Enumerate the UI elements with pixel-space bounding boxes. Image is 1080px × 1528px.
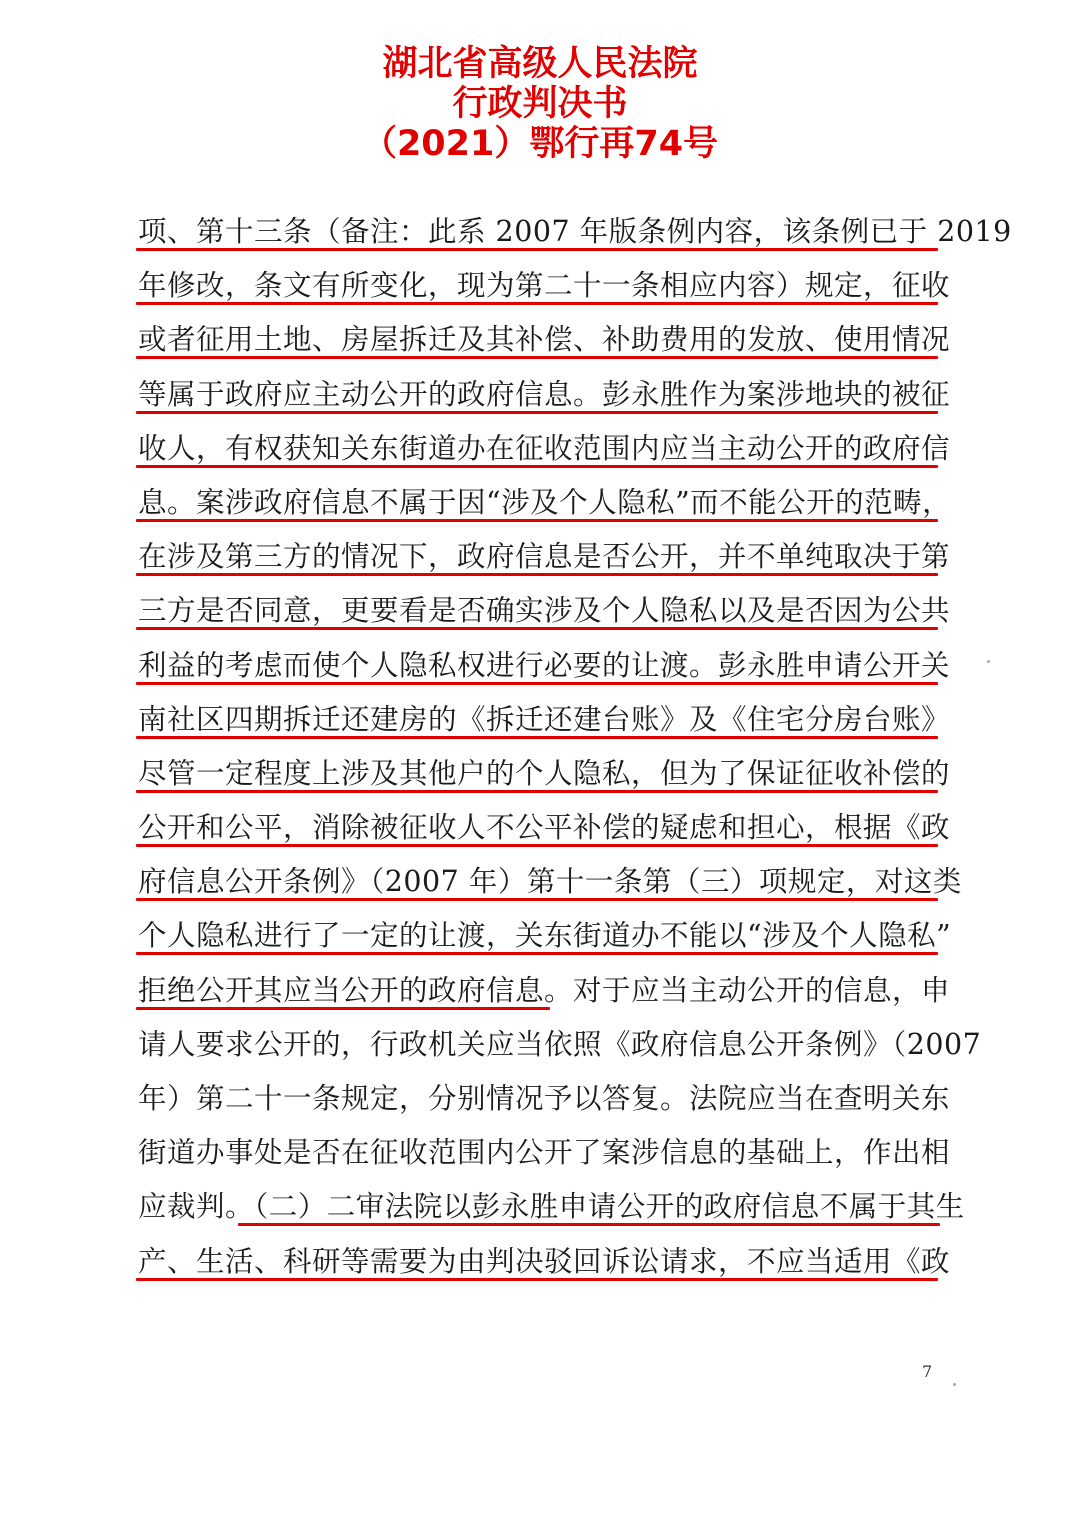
red-underline: [238, 1223, 940, 1226]
red-underline: [136, 682, 938, 685]
text-line: 拒绝公开其应当公开的政府信息。对于应当主动公开的信息，申: [138, 964, 938, 1018]
red-underline: [136, 411, 938, 414]
red-underline: [136, 790, 938, 793]
red-underline: [136, 519, 938, 522]
scan-speck: [953, 1383, 956, 1386]
text-line: 请人要求公开的，行政机关应当依照《政府信息公开条例》（2007: [138, 1027, 982, 1061]
red-underline: [136, 1278, 938, 1281]
text-line: 收人，有权获知关东街道办在征收范围内应当主动公开的政府信: [138, 422, 938, 476]
text-line: 个人隐私进行了一定的让渡，关东街道办不能以“涉及个人隐私”: [138, 909, 938, 963]
red-underline: [136, 898, 938, 901]
judgment-body: [138, 205, 1012, 1289]
case-number: （2021）鄂行再74号: [361, 124, 719, 164]
page-number: 7: [922, 1362, 933, 1381]
red-underline: [136, 302, 938, 305]
red-underline: [136, 736, 938, 739]
text-line: 年）第二十一条规定，分别情况予以答复。法院应当在查明关东: [138, 1082, 951, 1115]
document-header: [0, 44, 1080, 164]
text-line: 在涉及第三方的情况下，政府信息是否公开，并不单纯取决于第: [138, 530, 938, 584]
document-type: 行政判决书: [452, 84, 628, 124]
red-underline: [136, 952, 938, 955]
text-line: 应裁判。（二）二审法院以彭永胜申请公开的政府信息不属于其生: [138, 1180, 938, 1234]
scan-speck: [987, 660, 990, 663]
text-line: 项、第十三条（备注：此系 2007 年版条例内容，该条例已于 2019: [138, 205, 938, 259]
text-line: 或者征用土地、房屋拆迁及其补偿、补助费用的发放、使用情况: [138, 313, 938, 367]
text-line: 府信息公开条例》（2007 年）第十一条第（三）项规定，对这类: [138, 855, 938, 909]
text-line: 南社区四期拆迁还建房的《拆迁还建台账》及《住宅分房台账》: [138, 693, 938, 747]
text-line: 三方是否同意，更要看是否确实涉及个人隐私以及是否因为公共: [138, 584, 938, 638]
text-line: 年修改，条文有所变化，现为第二十一条相应内容）规定，征收: [138, 259, 938, 313]
text-line: 利益的考虑而使个人隐私权进行必要的让渡。彭永胜申请公开关: [138, 639, 938, 693]
red-underline: [136, 356, 938, 359]
text-line: 尽管一定程度上涉及其他户的个人隐私，但为了保证征收补偿的: [138, 747, 938, 801]
red-underline: [136, 248, 938, 251]
text-line: 产、生活、科研等需要为由判决驳回诉讼请求，不应当适用《政: [138, 1235, 938, 1289]
text-line: 息。案涉政府信息不属于因“涉及个人隐私”而不能公开的范畴，: [138, 476, 938, 530]
red-underline: [136, 465, 938, 468]
red-underline: [136, 844, 938, 847]
text-line: 街道办事处是否在征收范围内公开了案涉信息的基础上，作出相: [138, 1136, 951, 1170]
text-line: 等属于政府应主动公开的政府信息。彭永胜作为案涉地块的被征: [138, 368, 938, 422]
red-underline: [136, 627, 938, 630]
text-line: 公开和公平，消除被征收人不公平补偿的疑虑和担心，根据《政: [138, 801, 938, 855]
red-underline: [136, 1007, 550, 1010]
red-underline: [136, 573, 938, 576]
court-name: 湖北省高级人民法院: [382, 44, 698, 84]
